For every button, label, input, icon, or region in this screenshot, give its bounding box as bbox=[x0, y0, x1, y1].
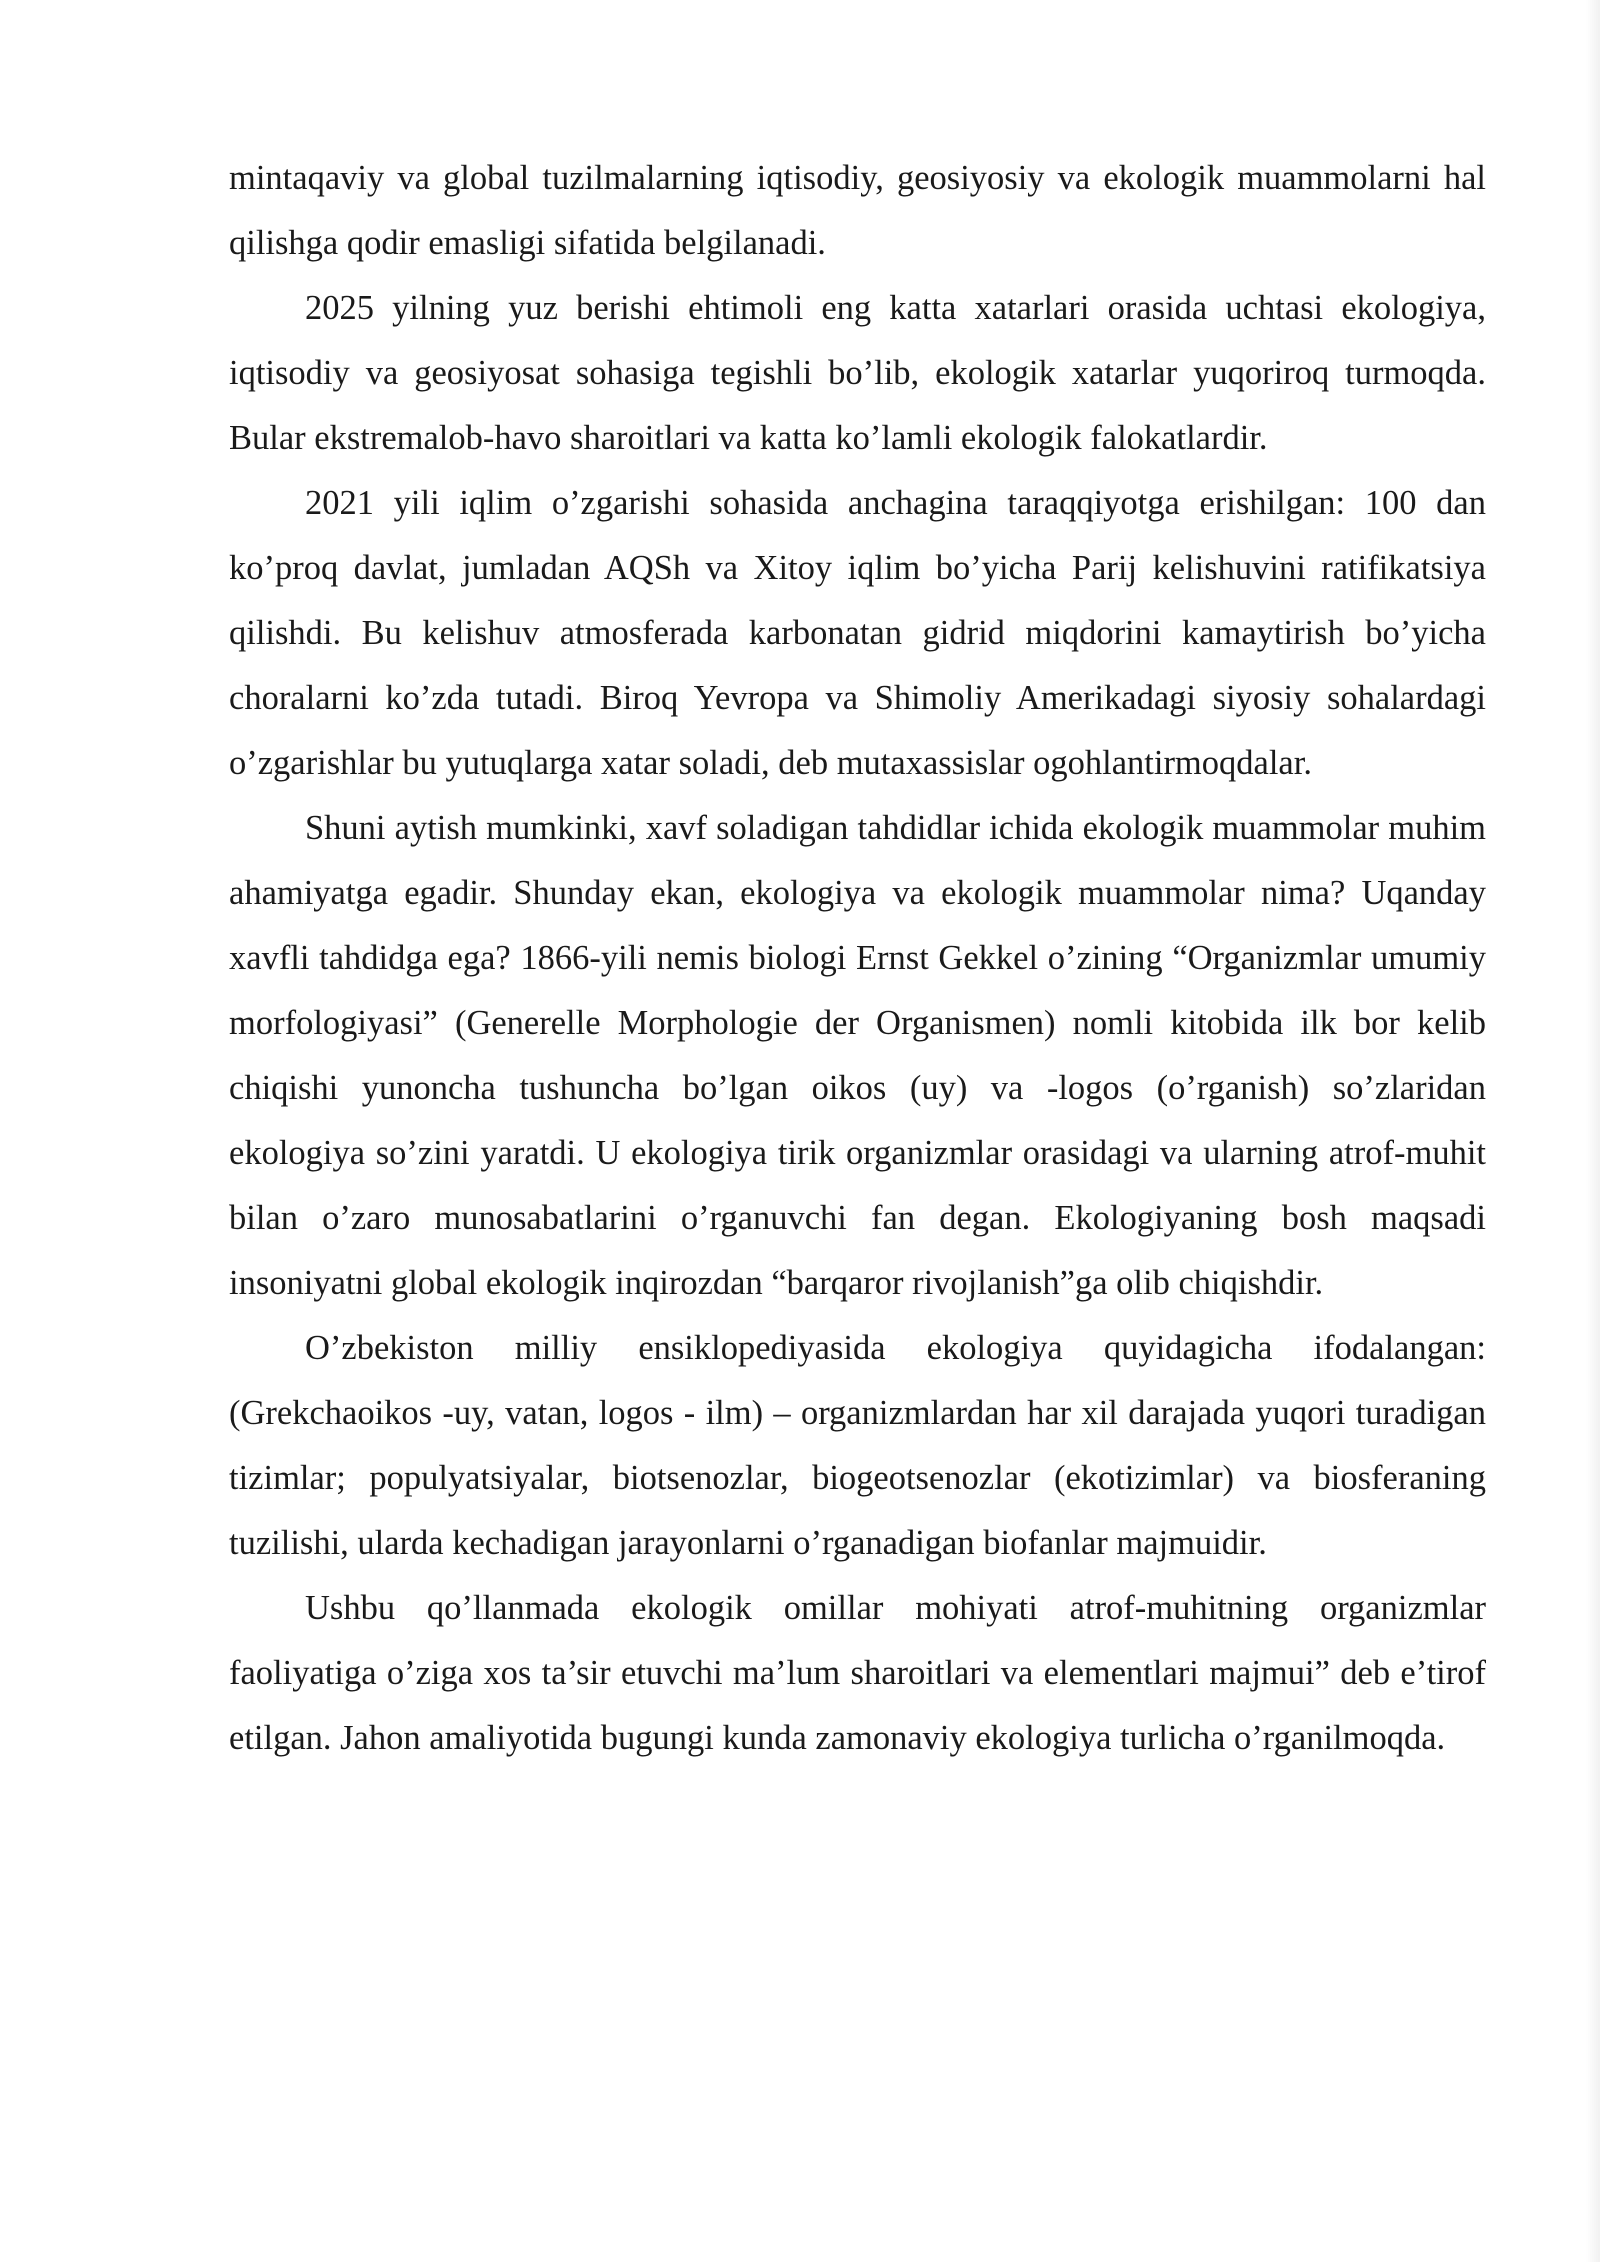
paragraph-6: Ushbu qo’llanmada ekologik omillar mohiyati atrof-muhitning organizmlar faoliyatiga o’ziga xos ta’sir etuvchi ma’lum sharoitlari va elementlari majmui” deb e’tirof etilgan. Jahon amaliyotida bugungi kunda zamonaviy ekologiya turlicha o’rganilmoqda. bbox=[229, 1589, 1486, 1757]
paragraph-4: Shuni aytish mumkinki, xavf soladigan tahdidlar ichida ekologik muammolar muhim ahamiyatga egadir. Shunday ekan, ekologiya va ekologik muammolar nima? Uqanday xavfli tahdidga ega? 1866-yili nemis biologi Ernst Gekkel o’zining “Organizmlar umumiy morfologiyasi” (Generelle Morphologie der Organismen) nomli kitobida ilk bor kelib chiqishi yunoncha tushuncha bo’lgan oikos (uy) va -logos (o’rganish) so’zlaridan ekologiya so’zini yaratdi. U ekologiya tirik organizmlar orasidagi va ularning atrof-muhit bilan o’zaro munosabatlarini o’rganuvchi fan degan. Ekologiyaning bosh maqsadi insoniyatni global ekologik inqirozdan “barqaror rivojlanish”ga olib chiqishdir. bbox=[229, 809, 1486, 1302]
document-body bbox=[229, 146, 1486, 1771]
paragraph-2: 2025 yilning yuz berishi ehtimoli eng katta xatarlari orasida uchtasi ekologiya, iqtisodiy va geosiyosat sohasiga tegishli bo’lib, ekologik xatarlar yuqoriroq turmoqda. Bular ekstremalob-havo sharoitlari va katta ko’lamli ekologik falokatlardir. bbox=[229, 289, 1486, 457]
paragraph-5: O’zbekiston milliy ensiklopediyasida ekologiya quyidagicha ifodalangan: (Grekchaoikos -uy, vatan, logos - ilm) – organizmlardan har xil darajada yuqori turadigan tizimlar; populyatsiyalar, biotsenozlar, biogeotsenozlar (ekotizimlar) va biosferaning tuzilishi, ularda kechadigan jarayonlarni o’rganadigan biofanlar majmuidir. bbox=[229, 1329, 1486, 1562]
paragraph-1: mintaqaviy va global tuzilmalarning iqtisodiy, geosiyosiy va ekologik muammolarni hal qilishga qodir emasligi sifatida belgilanadi. bbox=[229, 159, 1486, 262]
paragraph-3: 2021 yili iqlim o’zgarishi sohasida anchagina taraqqiyotga erishilgan: 100 dan ko’proq davlat, jumladan AQSh va Xitoy iqlim bo’yicha Parij kelishuvini ratifikatsiya qilishdi. Bu kelishuv atmosferada karbonatan gidrid miqdorini kamaytirish bo’yicha choralarni ko’zda tutadi. Biroq Yevropa va Shimoliy Amerikadagi siyosiy sohalardagi o’zgarishlar bu yutuqlarga xatar soladi, deb mutaxassislar ogohlantirmoqdalar. bbox=[229, 484, 1486, 782]
page-edge-shadow bbox=[1586, 0, 1600, 2262]
